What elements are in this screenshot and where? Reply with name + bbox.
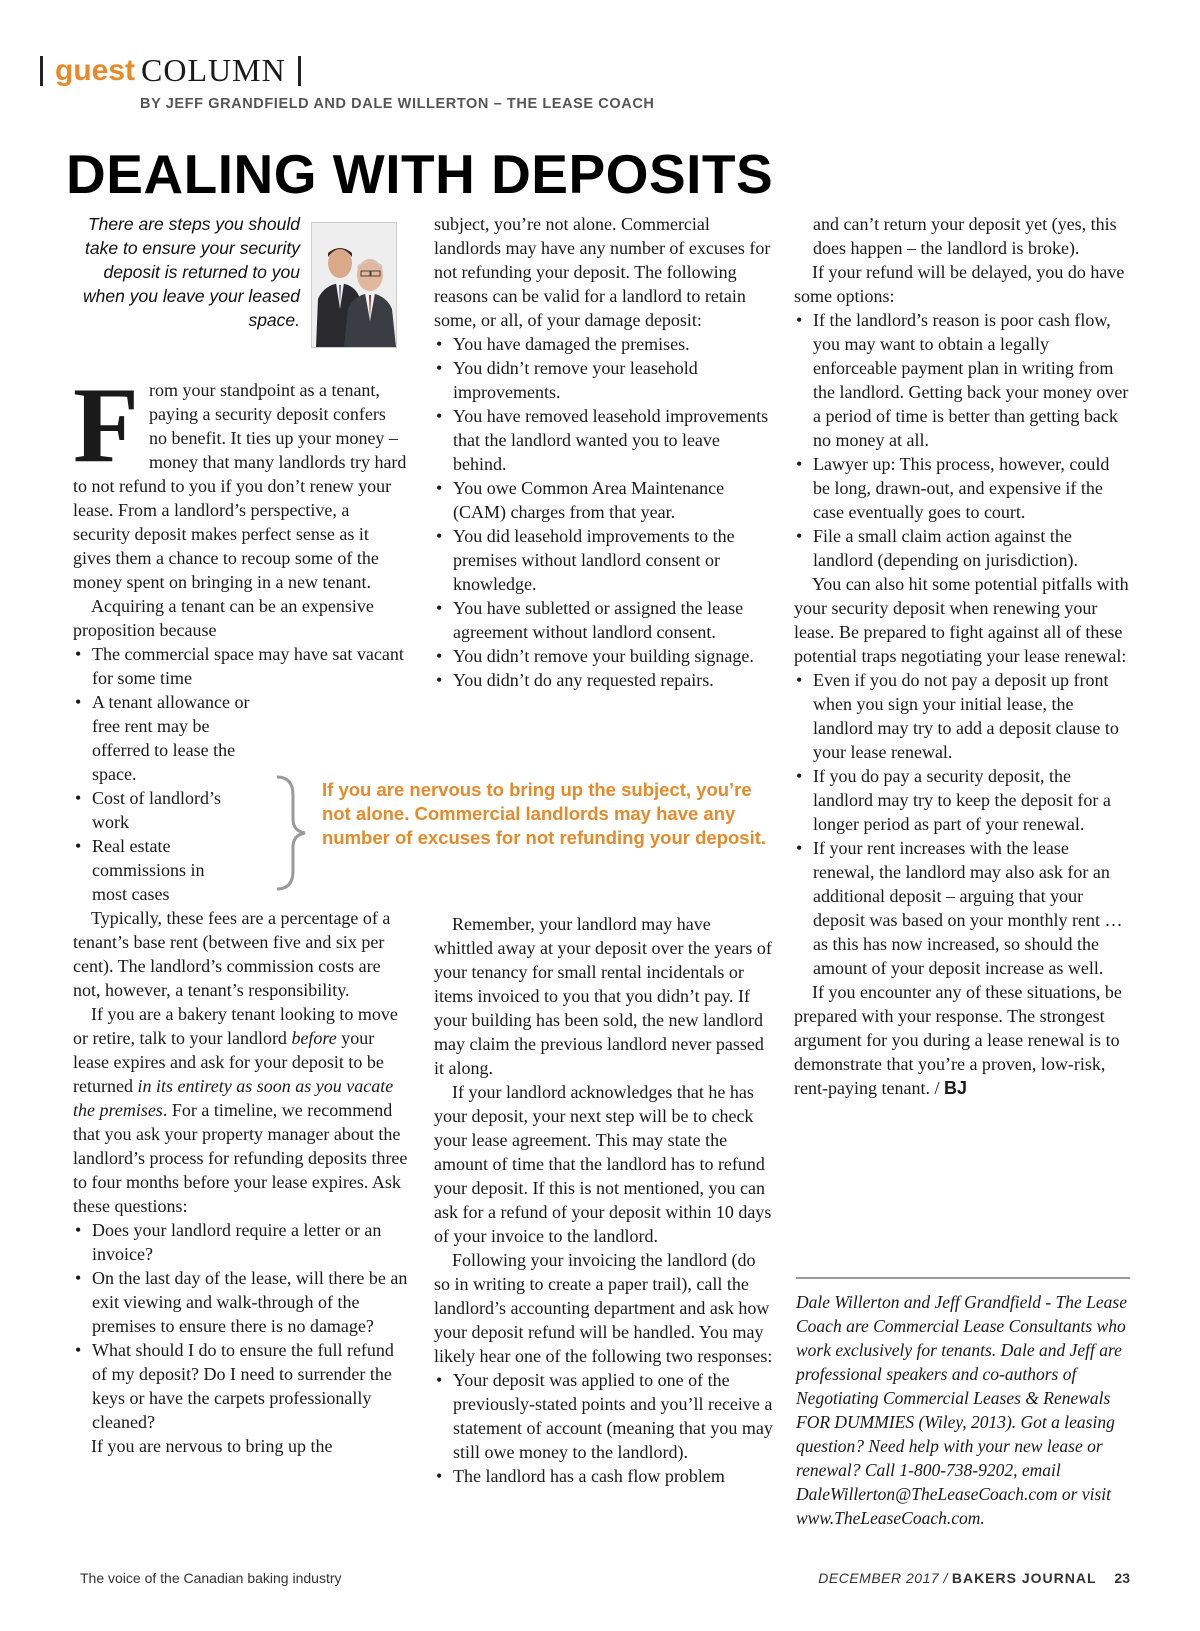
bullet-list	[73, 1218, 408, 1434]
footer-date: DECEMBER 2017 /	[818, 1570, 948, 1586]
author-bio: Dale Willerton and Jeff Grandfield - The Lease Coach are Commercial Lease Consultants who work exclusively for tenants. Dale and Jeff are professional speakers and co-authors of Negotiating Commercial Leases & Renewals FOR DUMMIES (Wiley, 2013). Got a leasing question? Need help with your new lease or renewal? Call 1-800-738-9202, email DaleWillerton@TheLeaseCoach.com or visit www.TheLeaseCoach.com.	[796, 1292, 1127, 1528]
list-item: • If the landlord’s reason is poor cash flow, you may want to obtain a legally enforceable payment plan in writing from the landlord. Getting back your money over a period of time is better than getting back no money at all.	[794, 308, 1130, 452]
author-photo	[311, 222, 397, 348]
bullet-list	[794, 308, 1130, 572]
list-item: • You didn’t remove your leasehold improvements.	[434, 356, 774, 404]
list-item: • Even if you do not pay a deposit up front when you sign your initial lease, the landlord may try to add a deposit clause to your lease renewal.	[794, 668, 1130, 764]
pull-quote-text: If you are nervous to bring up the subject, you’re not alone. Commercial landlords may have any number of excuses for not refunding your deposit.	[322, 779, 767, 848]
paragraph: Following your invoicing the landlord (do so in writing to create a paper trail), call the landlord’s accounting department and ask how your deposit refund will be handled. You may likely hear one of the following two responses:	[434, 1250, 773, 1366]
list-item: • Lawyer up: This process, however, could be long, drawn-out, and expensive if the case eventually goes to court.	[794, 452, 1130, 524]
list-item: • What should I do to ensure the full refund of my deposit? Do I need to surrender the keys or have the carpets professionally cleaned?	[73, 1338, 408, 1434]
deck: There are steps you should take to ensure your security deposit is returned to you when you leave your leased space.	[83, 214, 300, 330]
list-item: • You owe Common Area Maintenance (CAM) charges from that year.	[434, 476, 774, 524]
paragraph: Acquiring a tenant can be an expensive proposition because	[73, 596, 374, 640]
list-item: • Real estate commissions in most cases	[73, 834, 234, 906]
list-item: • You didn’t do any requested repairs.	[434, 668, 774, 692]
paragraph: If you are nervous to bring up the	[91, 1436, 333, 1456]
article-column-2-continued	[434, 912, 774, 1488]
headline: DEALING WITH DEPOSITS	[66, 143, 774, 205]
header-divider	[298, 56, 301, 86]
paragraph	[73, 1002, 408, 1218]
list-item: • Your deposit was applied to one of the previously-stated points and you’ll receive a statement of account (meaning that you may still owe money to the landlord).	[434, 1368, 774, 1464]
text-run-italic: before	[291, 1028, 337, 1048]
header-guest: guest	[55, 53, 136, 87]
list-item: • Cost of landlord’s work	[73, 786, 234, 834]
footer-magazine: BAKERS JOURNAL	[951, 1570, 1097, 1586]
brace-icon	[265, 773, 325, 893]
header-divider	[40, 56, 43, 86]
article-column-3	[794, 212, 1130, 1100]
text-run: If you encounter any of these situations, be prepared with your response. The strongest argument for you during a lease renewal is to demonstrate that you’re a proven, low-risk, rent-paying tenant. /	[794, 982, 1122, 1098]
list-item: • A tenant allowance or free rent may be offerred to lease the space.	[73, 690, 252, 786]
list-item: • You have damaged the premises.	[434, 332, 774, 356]
paragraph: and can’t return your deposit yet (yes, this does happen – the landlord is broke).	[813, 214, 1117, 258]
list-item: • You didn’t remove your building signage.	[434, 644, 774, 668]
list-item: • If you do pay a security deposit, the landlord may try to keep the deposit for a longer period as part of your renewal.	[794, 764, 1130, 836]
drop-cap: F	[73, 366, 139, 485]
bullet-list	[794, 668, 1130, 980]
article-column-2	[434, 212, 774, 692]
footer-tagline: The voice of the Canadian baking industry	[80, 1570, 342, 1586]
paragraph: Typically, these fees are a percentage of a tenant’s base rent (between five and six per cent). The landlord’s commission costs are not, however, a tenant’s responsibility.	[73, 908, 391, 1000]
header-column: COLUMN	[141, 52, 286, 88]
list-item: • You have removed leasehold improvements that the landlord wanted you to leave behind.	[434, 404, 774, 476]
author-photo-illustration	[312, 223, 396, 347]
paragraph: rom your standpoint as a tenant, paying a security deposit confers no benefit. It ties up your money – money that many landlords try hard to not refund to you if you don’t renew your lease. From a landlord’s perspective, a security deposit makes perfect sense as it gives them a chance to recoup some of the money spent on bringing in a new tenant.	[73, 380, 407, 592]
bullet-list	[434, 1368, 774, 1488]
list-item: • File a small claim action against the landlord (depending on jurisdiction).	[794, 524, 1130, 572]
paragraph	[794, 980, 1130, 1100]
paragraph: Remember, your landlord may have whittled away at your deposit over the years of your tenancy for small rental incidentals or items invoiced to you that you didn’t pay. If your building has been sold, the new landlord may claim the previous landlord never passed it along.	[434, 914, 772, 1078]
paragraph: You can also hit some potential pitfalls with your security deposit when renewing your lease. Be prepared to fight against all of these potential traps negotiating your lease renewal:	[794, 574, 1129, 666]
list-item: • You have subletted or assigned the lease agreement without landlord consent.	[434, 596, 774, 644]
text-run: If you are a bakery tenant looking to move or retire, talk to your landlord	[73, 1004, 398, 1048]
text-run: . For a timeline, we recommend that you ask your property manager about the landlord’s process for refunding deposits three to four months before your lease expires. Ask these questions:	[73, 1100, 408, 1216]
list-item: • Does your landlord require a letter or an invoice?	[73, 1218, 408, 1266]
footer-folio	[818, 1570, 1130, 1586]
list-item: • The landlord has a cash flow problem	[434, 1464, 774, 1488]
paragraph: subject, you’re not alone. Commercial landlords may have any number of excuses for not refunding your deposit. The following reasons can be valid for a landlord to retain some, or all, of your damage deposit:	[434, 214, 771, 330]
text-run-italic: in its entirety as soon as you vacate the premises	[73, 1076, 394, 1120]
list-item: • On the last day of the lease, will there be an exit viewing and walk-through of the premises to ensure there is no damage?	[73, 1266, 408, 1338]
signoff: BJ	[943, 1078, 967, 1098]
article-column-1	[73, 366, 408, 1458]
list-item: • If your rent increases with the lease renewal, the landlord may also ask for an additional deposit – arguing that your deposit was based on your monthly rent … as this has now increased, so should the amount of your deposit increase as well.	[794, 836, 1130, 980]
bullet-list	[434, 332, 774, 692]
byline: BY JEFF GRANDFIELD AND DALE WILLERTON – THE LEASE COACH	[140, 96, 655, 112]
bio-divider	[796, 1277, 1130, 1279]
column-header	[40, 52, 301, 96]
paragraph: If your refund will be delayed, you do have some options:	[794, 262, 1125, 306]
page-number: 23	[1114, 1570, 1130, 1586]
paragraph: If your landlord acknowledges that he has your deposit, your next step will be to check your lease agreement. This may state the amount of time that the landlord has to refund your deposit. If this is not mentioned, you can ask for a refund of your deposit within 10 days of your invoice to the landlord.	[434, 1082, 772, 1246]
text-run: your lease expires and ask for your deposit to be returned	[73, 1028, 384, 1096]
list-item: • You did leasehold improvements to the premises without landlord consent or knowledge.	[434, 524, 774, 596]
pull-quote	[265, 773, 765, 893]
list-item: • The commercial space may have sat vacant for some time	[73, 642, 408, 690]
